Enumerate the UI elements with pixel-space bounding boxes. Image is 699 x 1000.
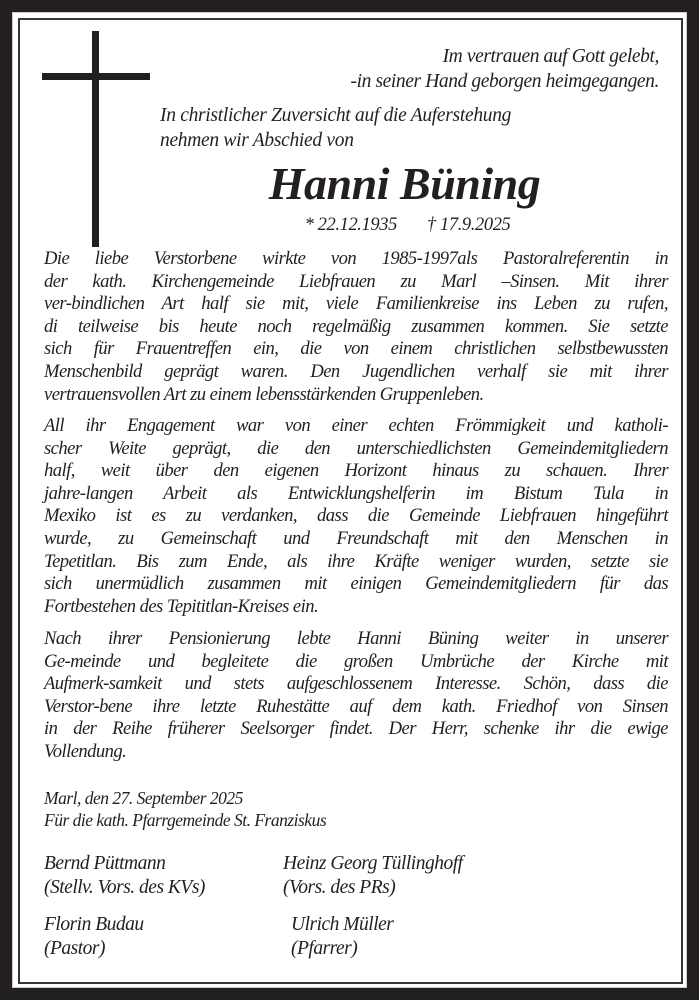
deceased-name: Hanni Büning: [268, 158, 541, 209]
closing-block: [44, 787, 326, 831]
signatory-name: Bernd Püttmann: [44, 853, 166, 874]
signatory-name: Ulrich Müller: [291, 914, 394, 935]
text-line: half, weit über den eigenen Horizont hinaus zu schauen. Ihrer: [44, 460, 668, 482]
place-date: Marl, den 27. September 2025: [44, 788, 243, 808]
text-line: jahre-langen Arbeit als Entwicklungshelferin im Bistum Tula in: [44, 482, 668, 504]
text-line: Die liebe Verstorbene wirkte von 1985-1997als Pastoralreferentin in: [44, 248, 668, 269]
paragraph-2: [44, 415, 668, 618]
life-dates: [0, 214, 699, 236]
paragraph-1: [44, 248, 668, 406]
text-line: Ge-meinde und begleitete die großen Umbrüche der Kirche mit: [44, 650, 668, 672]
motto-line: -in seiner Hand geborgen heimgegangen.: [350, 71, 659, 92]
signatory-role: (Pastor): [44, 938, 105, 959]
signatory-role: (Vors. des PRs): [283, 877, 396, 898]
text-line: Fortbestehen des Tepititlan-Kreises ein.: [44, 595, 319, 617]
text-line: scher Weite geprägt, die den unterschiedlichsten Gemeindemitgliedern: [44, 437, 668, 459]
text-line: sich unermüdlich zusammen mit einigen Gemeindemitgliedern für das: [44, 573, 668, 595]
text-line: All ihr Engagement war von einer echten Frömmigkeit und katholi-: [44, 415, 668, 436]
motto-line: Im vertrauen auf Gott gelebt,: [442, 46, 659, 67]
birth-date: * 22.12.1935: [304, 215, 397, 235]
text-line: Verstor-bene ihre letzte Ruhestätte auf dem kath. Friedhof von Sinsen: [44, 695, 668, 717]
death-date: † 17.9.2025: [426, 215, 511, 235]
signatory: [44, 913, 144, 961]
text-line: Nach ihrer Pensionierung lebte Hanni Büning weiter in unserer: [44, 628, 668, 649]
intro-line: nehmen wir Abschied von: [160, 130, 354, 151]
signatory: [291, 913, 393, 961]
signatory: [44, 852, 205, 900]
cross-icon-horizontal-bar: [42, 73, 150, 80]
signatory-name: Florin Budau: [44, 914, 144, 935]
intro-text: [160, 103, 511, 153]
on-behalf-of: Für die kath. Pfarrgemeinde St. Franziskus: [44, 810, 327, 830]
text-line: der kath. Kirchengemeinde Liebfrauen zu Marl –Sinsen. Mit ihrer: [44, 270, 668, 292]
text-line: wurde, zu Gemeinschaft und Freundschaft mit den Menschen in: [44, 527, 668, 549]
intro-line: In christlicher Zuversicht auf die Auferstehung: [160, 105, 512, 126]
signatory-role: (Stellv. Vors. des KVs): [44, 877, 205, 898]
text-line: sich für Frauentreffen ein, die von einem christlichen selbstbewussten: [44, 338, 668, 360]
text-line: Mexiko ist es zu verdanken, dass die Gemeinde Liebfrauen hingeführt: [44, 505, 668, 527]
text-line: in der Reihe früherer Seelsorger findet. Der Herr, schenke ihr die ewige: [44, 718, 668, 740]
paragraph-3: [44, 628, 668, 764]
text-line: Aufmerk-samkeit und stets aufgeschlossenem Interesse. Schön, dass die: [44, 673, 668, 695]
text-line: Tepetitlan. Bis zum Ende, als ihre Kräfte weniger wurden, setzte sie: [44, 550, 668, 572]
signatory: [283, 852, 463, 900]
text-line: vertrauensvollen Art zu einem lebensstärkenden Gruppenleben.: [44, 383, 484, 405]
text-line: Menschenbild geprägt waren. Den Jugendlichen verhalf sie mit ihrer: [44, 360, 668, 382]
signatory-role: (Pfarrer): [291, 938, 358, 959]
motto: [351, 44, 659, 94]
text-line: Vollendung.: [44, 740, 127, 762]
text-line: di teilweise bis heute noch regelmäßig zusammen kommen. Sie setzte: [44, 315, 668, 337]
text-line: ver-bindlichen Art half sie mit, viele Familienkreise ins Leben zu rufen,: [44, 293, 668, 315]
signatory-name: Heinz Georg Tüllinghoff: [283, 853, 463, 874]
